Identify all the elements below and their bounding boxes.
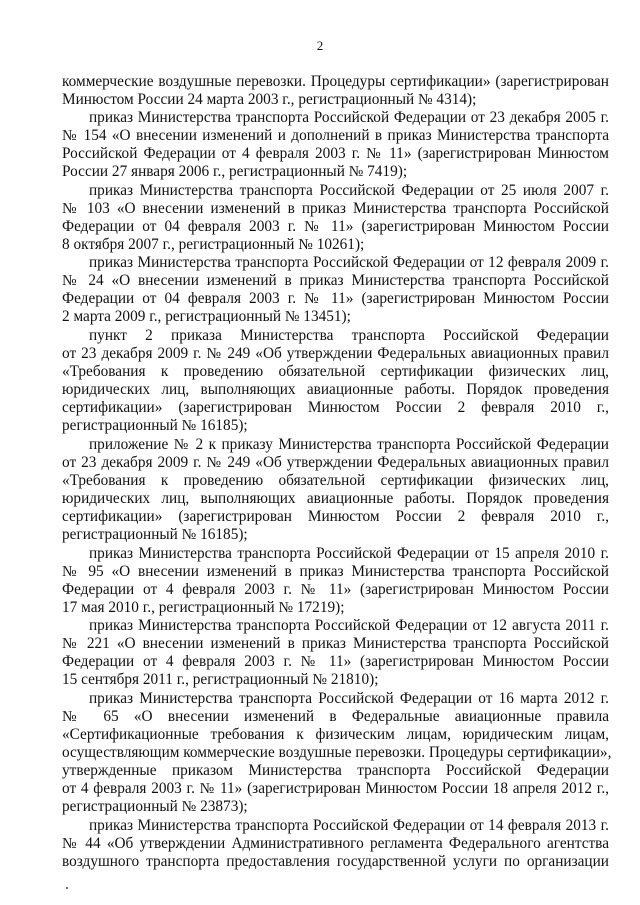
text-line: 2 марта 2009 г., регистрационный № 13451); (62, 308, 351, 325)
text-line: приказ Министерства транспорта Российской Федерации от 25 июля 2007 г. (89, 182, 609, 199)
text-line: юридических лиц, выполняющих авиационные работы. Порядок проведения (62, 381, 609, 398)
text-line: пункт 2 приказа Министерства транспорта Российской Федерации (89, 327, 609, 344)
text-line: «Требования к проведению обязательной сертификации физических лиц, (62, 472, 609, 489)
text-line: № 103 «О внесении изменений в приказ Министерства транспорта Российской (62, 200, 609, 217)
text-line: 15 сентября 2011 г., регистрационный № 21810); (62, 671, 379, 688)
text-line: 17 мая 2010 г., регистрационный № 17219); (62, 599, 345, 616)
text-line: коммерческие воздушные перевозки. Процедуры сертификации» (зарегистрирован (62, 73, 609, 90)
text-line: приказ Министерства транспорта Российской Федерации от 15 апреля 2010 г. (89, 545, 609, 562)
text-line: Российской Федерации от 4 февраля 2003 г. № 11» (зарегистрирован Минюстом (62, 145, 609, 162)
text-line: от 4 февраля 2003 г. № 11» (зарегистрирован Минюстом России 18 апреля 2012 г., (62, 780, 609, 797)
text-line: «Сертификационные требования к физическим лицам, юридическим лицам, (62, 726, 609, 743)
text-line: № 221 «О внесении изменений в приказ Министерства транспорта Российской (62, 635, 609, 652)
text-line: № 24 «О внесении изменений в приказ Министерства транспорта Российской (62, 272, 609, 289)
text-line: регистрационный № 16185); (62, 526, 248, 543)
text-line: № 65 «О внесении изменений в Федеральные авиационные правила (62, 708, 609, 725)
text-line: осуществляющим коммерческие воздушные перевозки. Процедуры сертификации», (62, 744, 612, 761)
text-line: Федерации от 4 февраля 2003 г. № 11» (зарегистрирован Минюстом России (62, 653, 609, 670)
text-line: России 27 января 2006 г., регистрационный № 7419); (62, 163, 408, 180)
text-line: приказ Министерства транспорта Российской Федерации от 23 декабря 2005 г. (89, 109, 609, 126)
text-line: Федерации от 4 февраля 2003 г. № 11» (зарегистрирован Минюстом России (62, 581, 609, 598)
text-line: Федерации от 04 февраля 2003 г. № 11» (зарегистрирован Минюстом России (62, 218, 609, 235)
text-line: утвержденные приказом Министерства транспорта Российской Федерации (62, 762, 609, 779)
text-line: приказ Министерства транспорта Российской Федерации от 12 августа 2011 г. (89, 617, 609, 634)
text-line: приложение № 2 к приказу Министерства транспорта Российской Федерации (89, 436, 609, 453)
text-line: сертификации» (зарегистрирован Минюстом России 2 февраля 2010 г., (62, 508, 609, 525)
text-line: приказ Министерства транспорта Российской Федерации от 12 февраля 2009 г. (89, 254, 609, 271)
text-line: Федерации от 04 февраля 2003 г. № 11» (зарегистрирован Минюстом России (62, 290, 609, 307)
text-line: приказ Министерства транспорта Российской Федерации от 16 марта 2012 г. (89, 690, 609, 707)
text-line: регистрационный № 23873); (62, 798, 248, 815)
text-line: юридических лиц, выполняющих авиационные работы. Порядок проведения (62, 490, 609, 507)
scan-speck (66, 887, 68, 889)
text-line: приказ Министерства транспорта Российской Федерации от 14 февраля 2013 г. (89, 817, 609, 834)
text-line: № 44 «Об утверждении Административного регламента Федерального агентства (62, 835, 609, 852)
text-line: от 23 декабря 2009 г. № 249 «Об утверждении Федеральных авиационных правил (62, 345, 609, 362)
text-line: «Требования к проведению обязательной сертификации физических лиц, (62, 363, 609, 380)
text-line: воздушного транспорта предоставления государственной услуги по организации (62, 853, 609, 870)
text-line: 8 октября 2007 г., регистрационный № 10261); (62, 236, 365, 253)
text-line: Минюстом России 24 марта 2003 г., регистрационный № 4314); (62, 91, 477, 108)
page-number: 2 (316, 38, 324, 53)
text-line: регистрационный № 16185); (62, 417, 248, 434)
text-line: № 95 «О внесении изменений в приказ Министерства транспорта Российской (62, 563, 609, 580)
text-line: сертификации» (зарегистрирован Минюстом России 2 февраля 2010 г., (62, 399, 609, 416)
text-line: от 23 декабря 2009 г. № 249 «Об утверждении Федеральных авиационных правил (62, 454, 609, 471)
text-line: № 154 «О внесении изменений и дополнений в приказ Министерства транспорта (62, 127, 609, 144)
